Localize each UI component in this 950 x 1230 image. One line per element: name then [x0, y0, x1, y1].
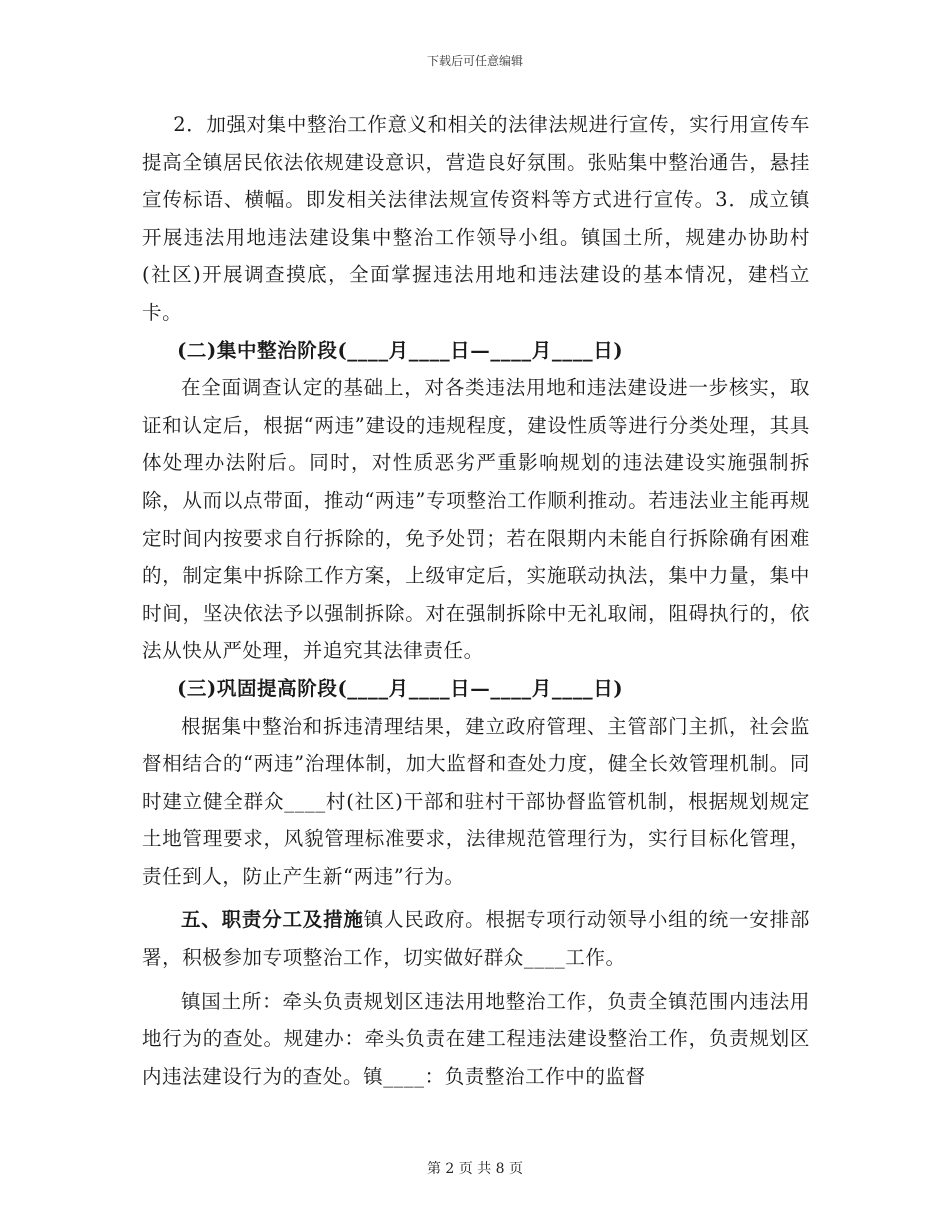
section-heading-consolidation: (三)巩固提高阶段(____月____日—____月____日) [177, 676, 624, 700]
paragraph-rectification: 在全面调查认定的基础上，对各类违法用地和违法建设进一步核实，取证和认定后，根据“两违”建设的违规程度，建设性质等进行分类处理，其具体处理办法附后。同时，对性质恶劣严重影响规划的违法建设实施强制拆除，从而以点带面，推动“两违”专项整治工作顺利推动。若违法业主能再规定时间内按要求自行拆除的，免予处罚；若在限期内未能自行拆除确有困难的，制定集中拆除工作方案，上级审定后，实施联动执法，集中力量，集中时间，坚决依法予以强制拆除。对在强制拆除中无礼取闹，阻碍执行的，依法从快从严处理，并追究其法律责任。 [142, 376, 810, 663]
page-footer: 第 2 页 共 8 页 [426, 1161, 524, 1177]
paragraph-consolidation: 根据集中整治和拆违清理结果，建立政府管理、主管部门主抓，社会监督相结合的“两违”治理体制，加大监督和查处力度，健全长效管理机制。同时建立健全群众____村(社区)干部和驻村干部协督监管机制，根据规划规定土地管理要求，风貌管理标准要求，法律规范管理行为，实行目标化管理，责任到人，防止产生新“两违”行为。 [142, 714, 810, 888]
document-body [142, 106, 810, 1095]
page-header: 下载后可任意编辑 [426, 54, 523, 68]
section-heading-concentrated-rectification: (二)集中整治阶段(____月____日—____月____日) [177, 338, 624, 362]
section-heading-responsibilities: 五、职责分工及措施 [181, 908, 364, 932]
paragraph-responsibilities [142, 901, 810, 976]
paragraph-publicity: 2．加强对集中整治工作意义和相关的法律法规进行宣传，实行用宣传车提高全镇居民依法依规建设意识，营造良好氛围。张贴集中整治通告，悬挂宣传标语、横幅。即发相关法律法规宣传资料等方式进行宣传。3．成立镇开展违法用地违法建设集中整治工作领导小组。镇国土所，规建办协助村(社区)开展调查摸底，全面掌握违法用地和违法建设的基本情况，建档立卡。 [142, 113, 810, 324]
responsibilities-text: 镇人民政府。根据专项行动领导小组的统一安排部署，积极参加专项整治工作，切实做好群众____工作。 [142, 908, 810, 970]
paragraph-land-office: 镇国土所：牵头负责规划区违法用地整治工作，负责全镇范围内违法用地行为的查处。规建办：牵头负责在建工程违法建设整治工作，负责规划区内违法建设行为的查处。镇____：负责整治工作中的监督 [142, 989, 810, 1088]
